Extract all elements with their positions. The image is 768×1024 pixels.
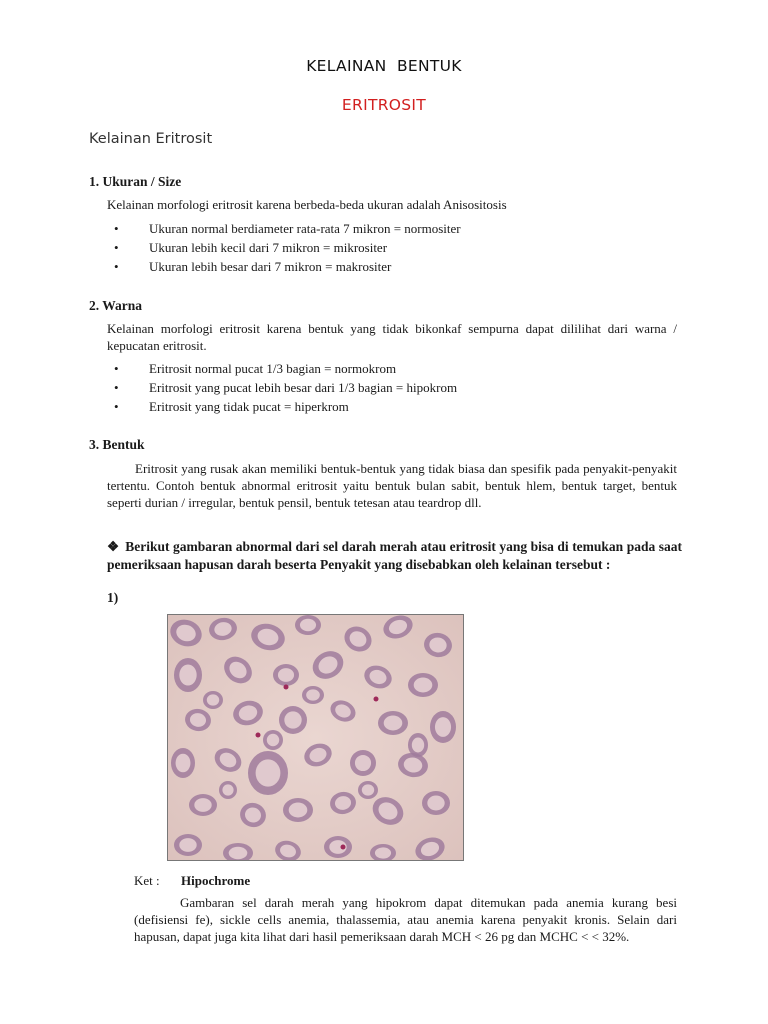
bullet-icon: • (114, 240, 119, 255)
intro-warna: Kelainan morfologi eritrosit karena bentuk yang tidak bikonkaf sempurna dapat dililihat dari warna / kepucatan eritrosit. (107, 321, 677, 353)
platelet (341, 845, 346, 850)
cell-pale-center (256, 759, 281, 786)
intro-bentuk: Eritrosit yang rusak akan memiliki bentuk-bentuk yang tidak biasa dan spesifik pada penyakit-penyakit tertentu. Contoh bentuk abnormal eritrosit yaitu bentuk bulan sabit, bentuk hlem, bentuk target, bentuk seperti durian / irregular, bentuk pensil, bentuk tetesan atau teardrop dll. (107, 461, 677, 510)
cell-pale-center (427, 796, 444, 811)
list-item: • Eritrosit normal pucat 1/3 bagian = normokrom (114, 361, 397, 376)
cell-pale-center (278, 668, 294, 682)
list-item: • Ukuran lebih besar dari 7 mikron = makrositer (114, 259, 392, 274)
cell-pale-center (179, 838, 196, 852)
list-ukuran (107, 219, 677, 276)
cell-pale-center (375, 847, 391, 858)
heading-ukuran: 1. Ukuran / Size (89, 174, 182, 189)
cell-pale-center (362, 784, 374, 795)
list-item: • Eritrosit yang pucat lebih besar dari 1/3 bagian = hipokrom (114, 380, 458, 395)
bullet-icon: • (114, 221, 119, 236)
list-item: • Ukuran normal berdiameter rata-rata 7 mikron = normositеr (114, 221, 461, 236)
cell-pale-center (384, 716, 403, 731)
platelet (374, 697, 379, 702)
cell-pale-center (435, 717, 451, 737)
cell-pale-center (284, 711, 301, 728)
cell-pale-center (414, 678, 433, 693)
cell-pale-center (179, 664, 196, 685)
bullet-icon: • (114, 361, 119, 376)
list-item: • Ukuran lebih kecil dari 7 mikron = mikrositer (114, 240, 388, 255)
cell-pale-center (306, 689, 320, 700)
cell-pale-center (412, 738, 424, 753)
section-heading: Kelainan Eritrosit (89, 131, 213, 147)
note-paragraph (107, 538, 682, 574)
cell-pale-center (355, 755, 371, 771)
ket-description: Gambaran sel darah merah yang hipokrom dapat ditemukan pada anemia kurang besi (defisiensi fe), sickle cells anemia, thalassemia, atau anemia karena penyakit kronis. Selain dari hapusan, dapat juga kita lihat dari hasil pemeriksaan darah MCH < 26 pg dan MCHC < < 32%. (134, 895, 677, 944)
platelet (284, 685, 289, 690)
figure-number: 1) (107, 590, 119, 605)
cell-pale-center (229, 847, 248, 859)
cell-pale-center (222, 784, 233, 795)
ket-label: Ket : (134, 873, 160, 888)
heading-bentuk: 3. Bentuk (89, 437, 145, 452)
document-title: KELAINAN BENTUK (306, 57, 462, 75)
cell-pale-center (194, 798, 211, 812)
list-warna (107, 359, 677, 416)
intro-ukuran: Kelainan morfologi eritrosit karena berbeda-beda ukuran adalah Anisositosis (107, 197, 507, 212)
platelet (256, 733, 261, 738)
bullet-icon: • (114, 380, 119, 395)
heading-warna: 2. Warna (89, 298, 143, 313)
list-item: • Eritrosit yang tidak pucat = hiperkrom (114, 399, 349, 414)
cell-pale-center (207, 694, 219, 705)
ket-title: Hipochrome (181, 873, 251, 888)
document-subtitle: ERITROSIT (341, 96, 427, 114)
bullet-icon: • (114, 259, 119, 274)
cell-pale-center (176, 754, 191, 773)
cell-pale-center (267, 734, 279, 746)
cell-pale-center (289, 803, 308, 818)
bullet-icon: • (114, 399, 119, 414)
blood-smear-image (167, 614, 464, 861)
note-text: Berikut gambaran abnormal dari sel darah merah atau eritrosit yang bisa di temukan pada saat pemeriksaan hapusan darah beserta Penyakit yang disebabkan oleh kelainan tersebut : (107, 539, 682, 572)
diamond-bullet-icon: ❖ (107, 539, 120, 554)
cell-pale-center (300, 619, 316, 631)
